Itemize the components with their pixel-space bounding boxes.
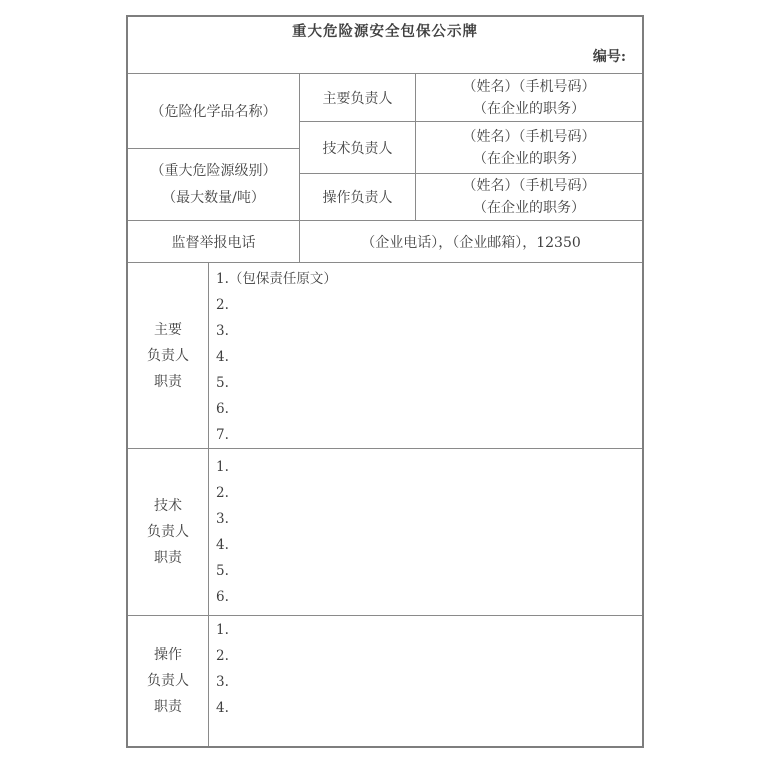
contact-position: （在企业的职务） [473,100,585,117]
section-label-line: 负责人 [147,524,189,540]
duty-item: 2. [216,485,229,501]
section-items-operation [209,616,642,746]
section-label-line: 职责 [154,699,182,715]
section-items-technical [209,449,642,615]
header-block [128,73,642,220]
duty-item: 7. [216,427,229,443]
duty-item: 3. [216,511,229,527]
duty-item: 1. [216,622,229,638]
section-label-line: 负责人 [147,673,189,689]
duty-item: 4. [216,537,229,553]
board-title: 重大危险源安全包保公示牌 [292,23,478,40]
hazard-level-line: （重大危险源级别） [150,162,277,179]
contact-position: （在企业的职务） [473,200,585,216]
section-label-line: 负责人 [147,347,189,364]
section-items-primary [209,263,642,448]
duty-item: 2. [216,648,229,664]
section-technical-duties [128,448,642,615]
duty-item: 5. [216,375,229,391]
section-label-line: 主要 [154,321,182,338]
section-label-line: 技术 [154,498,182,514]
duty-item: 3. [216,323,229,339]
contact-cell-operation [416,173,642,220]
section-label-operation [128,616,209,746]
header-left-column [128,74,300,220]
contact-position: （在企业的职务） [473,150,585,167]
hazard-level-cell [128,148,299,220]
contact-cell-primary [416,74,642,121]
duty-item: 6. [216,401,229,417]
duty-item: 1.（包保责任原文） [216,271,337,287]
duty-item: 4. [216,349,229,365]
contact-name-phone: （姓名）（手机号码） [462,128,596,145]
contact-name-phone: （姓名）（手机号码） [462,78,596,95]
duty-item: 5. [216,563,229,579]
supervision-phone-label: 监督举报电话 [128,221,300,262]
duty-item: 4. [216,700,229,716]
contact-name-phone: （姓名）（手机号码） [462,178,596,194]
section-label-line: 职责 [154,550,182,566]
max-quantity-line: （最大数量/吨） [162,189,265,206]
chemical-name-cell: （危险化学品名称） [150,104,277,120]
section-operation-duties [128,615,642,746]
title-row [128,17,642,73]
serial-number-label: 编号: [592,49,626,65]
role-label-technical: 技术负责人 [300,121,415,173]
duty-item: 6. [216,589,229,605]
role-contact-column [415,74,642,220]
notice-board-table [126,15,644,748]
role-label-column [300,74,415,220]
section-label-primary [128,263,209,448]
supervision-phone-value: （企业电话），（企业邮箱），12350 [361,234,581,251]
section-label-technical [128,449,209,615]
role-label-operation: 操作负责人 [300,173,415,220]
section-label-line: 职责 [154,373,182,390]
role-label-primary: 主要负责人 [322,90,393,107]
section-primary-duties [128,262,642,448]
duty-item: 3. [216,674,229,690]
supervision-phone-row [128,220,642,262]
section-label-line: 操作 [154,647,182,663]
contact-cell-technical [416,121,642,173]
duty-item: 2. [216,297,229,313]
duty-item: 1. [216,459,229,475]
